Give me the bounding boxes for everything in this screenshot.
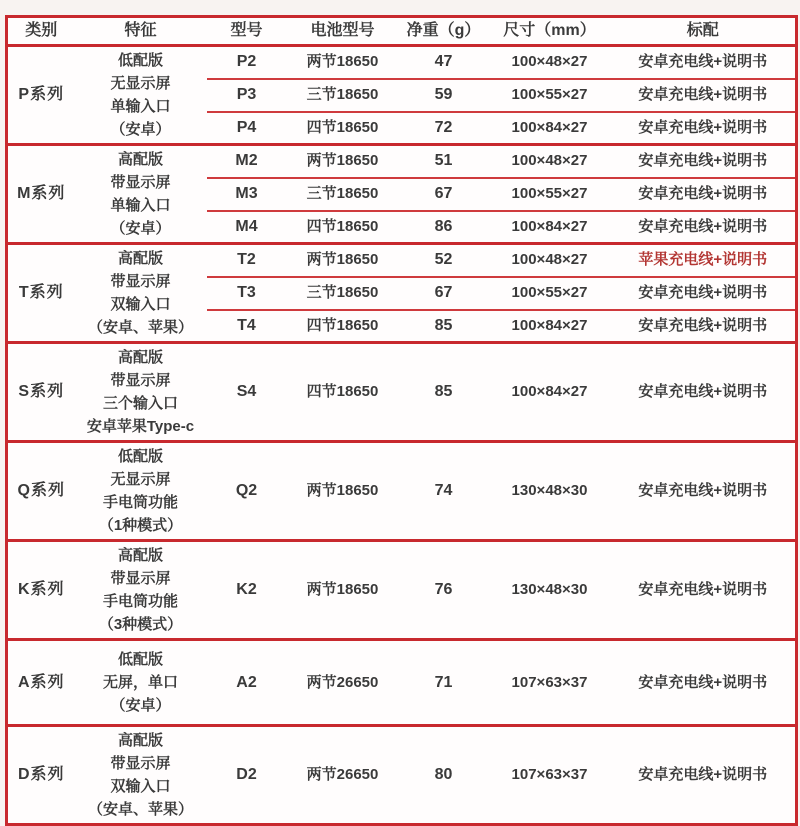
cell-size: 130×48×30 xyxy=(511,482,588,499)
cell-accessory: 安卓充电线+说明书 xyxy=(638,383,768,400)
cell-size: 107×63×37 xyxy=(511,766,588,783)
column-header-accessory: 标配 xyxy=(686,22,719,39)
cell-features xyxy=(75,726,207,825)
cell-battery: 四节18650 xyxy=(306,383,379,400)
cell-size: 100×55×27 xyxy=(489,178,611,211)
series-group-6 xyxy=(7,640,797,726)
cell-model: T4 xyxy=(207,310,287,343)
cell-model: M3 xyxy=(207,178,287,211)
cell-size: 100×55×27 xyxy=(489,277,611,310)
feature-line: 双输入口 xyxy=(110,296,171,313)
feature-line: 带显示屏 xyxy=(110,570,171,587)
cell-category: P系列 xyxy=(18,86,65,103)
cell-weight: 80 xyxy=(434,766,453,783)
cell-category: S系列 xyxy=(18,383,65,400)
feature-line: 无显示屏 xyxy=(110,471,171,488)
cell-accessory: 安卓充电线+说明书 xyxy=(611,178,797,211)
cell-model: P3 xyxy=(207,79,287,112)
feature-line: 无显示屏 xyxy=(110,75,171,92)
product-spec-table xyxy=(5,15,798,826)
cell-model: M4 xyxy=(207,211,287,244)
cell-size: 107×63×37 xyxy=(511,673,588,691)
cell-accessory: 苹果充电线+说明书 xyxy=(638,251,768,269)
feature-line: （安卓、苹果） xyxy=(87,319,193,336)
feature-line: （安卓） xyxy=(110,697,171,714)
cell-size: 100×84×27 xyxy=(489,310,611,343)
cell-model: D2 xyxy=(236,766,257,783)
series-group-3 xyxy=(7,343,797,442)
cell-category: Q系列 xyxy=(17,482,65,499)
cell-model: P4 xyxy=(207,112,287,145)
cell-battery: 四节18650 xyxy=(287,112,399,145)
cell-battery: 两节18650 xyxy=(306,482,379,499)
feature-line: 手电筒功能 xyxy=(102,593,178,610)
cell-battery: 三节18650 xyxy=(287,178,399,211)
cell-battery: 四节18650 xyxy=(287,211,399,244)
cell-weight: 72 xyxy=(399,112,489,145)
cell-battery: 两节18650 xyxy=(306,251,379,269)
feature-line: 高配版 xyxy=(117,250,163,267)
series-group-0 xyxy=(7,46,797,145)
cell-accessory: 安卓充电线+说明书 xyxy=(638,766,768,783)
cell-accessory: 安卓充电线+说明书 xyxy=(638,53,768,71)
cell-accessory: 安卓充电线+说明书 xyxy=(611,79,797,112)
cell-battery: 两节26650 xyxy=(306,766,379,783)
feature-line: 带显示屏 xyxy=(110,372,171,389)
cell-features xyxy=(75,145,207,244)
cell-model: M2 xyxy=(235,152,258,170)
feature-line: （安卓） xyxy=(110,121,171,138)
feature-line: 手电筒功能 xyxy=(102,494,178,511)
feature-line: 高配版 xyxy=(117,349,163,366)
column-header-weight: 净重（g） xyxy=(406,22,481,39)
cell-weight: 59 xyxy=(399,79,489,112)
column-header-category: 类别 xyxy=(25,22,58,39)
column-header-features: 特征 xyxy=(124,22,157,39)
cell-category: A系列 xyxy=(17,673,65,691)
cell-weight: 52 xyxy=(434,251,453,269)
feature-line: 高配版 xyxy=(117,547,163,564)
series-group-2 xyxy=(7,244,797,343)
cell-size: 100×55×27 xyxy=(489,79,611,112)
cell-category: D系列 xyxy=(17,766,65,783)
cell-battery: 两节18650 xyxy=(306,53,379,71)
cell-size: 100×48×27 xyxy=(511,152,588,170)
cell-model: Q2 xyxy=(235,482,258,499)
cell-weight: 67 xyxy=(399,277,489,310)
cell-accessory: 安卓充电线+说明书 xyxy=(611,112,797,145)
cell-accessory: 安卓充电线+说明书 xyxy=(611,277,797,310)
feature-line: （安卓、苹果） xyxy=(87,801,193,818)
cell-model: T2 xyxy=(237,251,256,269)
feature-line: 无屏，单口 xyxy=(102,674,178,691)
cell-features xyxy=(75,442,207,541)
feature-line: 低配版 xyxy=(117,448,163,465)
cell-model: T3 xyxy=(207,277,287,310)
feature-line: 带显示屏 xyxy=(110,755,171,772)
cell-features xyxy=(75,244,207,343)
table-header xyxy=(7,17,797,46)
cell-features xyxy=(75,640,207,726)
cell-battery: 三节18650 xyxy=(287,277,399,310)
cell-accessory: 安卓充电线+说明书 xyxy=(638,673,768,691)
feature-line: （3种模式） xyxy=(98,616,183,633)
feature-line: 低配版 xyxy=(117,52,163,69)
table-row xyxy=(7,726,797,825)
feature-line: （安卓） xyxy=(110,220,171,237)
cell-battery: 三节18650 xyxy=(287,79,399,112)
table-row xyxy=(7,541,797,640)
cell-battery: 四节18650 xyxy=(287,310,399,343)
cell-weight: 76 xyxy=(434,581,453,598)
cell-size: 100×84×27 xyxy=(489,211,611,244)
cell-model: K2 xyxy=(236,581,257,598)
cell-weight: 74 xyxy=(434,482,453,499)
cell-features xyxy=(75,46,207,145)
cell-battery: 两节18650 xyxy=(306,581,379,598)
cell-accessory: 安卓充电线+说明书 xyxy=(638,152,768,170)
cell-weight: 51 xyxy=(434,152,453,170)
feature-line: （1种模式） xyxy=(98,517,183,534)
cell-size: 100×48×27 xyxy=(511,53,588,71)
cell-category: K系列 xyxy=(17,581,65,598)
series-group-1 xyxy=(7,145,797,244)
cell-weight: 85 xyxy=(399,310,489,343)
feature-line: 单输入口 xyxy=(110,98,171,115)
cell-weight: 85 xyxy=(434,383,453,400)
cell-model: P2 xyxy=(236,53,257,71)
series-group-4 xyxy=(7,442,797,541)
feature-line: 双输入口 xyxy=(110,778,171,795)
cell-battery: 两节26650 xyxy=(306,673,379,691)
cell-model: S4 xyxy=(236,383,257,400)
cell-model: A2 xyxy=(236,673,257,691)
feature-line: 三个输入口 xyxy=(102,395,178,412)
cell-size: 130×48×30 xyxy=(511,581,588,598)
column-header-model: 型号 xyxy=(230,22,263,39)
cell-features xyxy=(75,343,207,442)
column-header-battery: 电池型号 xyxy=(310,22,375,39)
header-row xyxy=(7,17,797,46)
cell-size: 100×84×27 xyxy=(511,383,588,400)
cell-accessory: 安卓充电线+说明书 xyxy=(638,581,768,598)
cell-accessory: 安卓充电线+说明书 xyxy=(611,310,797,343)
feature-line: 高配版 xyxy=(117,151,163,168)
feature-line: 带显示屏 xyxy=(110,174,171,191)
table-row xyxy=(7,640,797,726)
feature-line: 安卓苹果Type-c xyxy=(86,418,195,435)
table-row xyxy=(7,244,797,277)
cell-weight: 67 xyxy=(399,178,489,211)
feature-line: 高配版 xyxy=(117,732,163,749)
cell-size: 100×84×27 xyxy=(489,112,611,145)
cell-accessory: 安卓充电线+说明书 xyxy=(638,482,768,499)
table-row xyxy=(7,46,797,79)
cell-category: M系列 xyxy=(17,185,66,202)
cell-features xyxy=(75,541,207,640)
series-group-7 xyxy=(7,726,797,825)
cell-accessory: 安卓充电线+说明书 xyxy=(611,211,797,244)
feature-line: 单输入口 xyxy=(110,197,171,214)
feature-line: 低配版 xyxy=(117,651,163,668)
table-row xyxy=(7,343,797,442)
cell-category: T系列 xyxy=(18,284,64,301)
cell-weight: 86 xyxy=(399,211,489,244)
feature-line: 带显示屏 xyxy=(110,273,171,290)
column-header-size: 尺寸（mm） xyxy=(503,22,596,39)
cell-battery: 两节18650 xyxy=(306,152,379,170)
cell-weight: 71 xyxy=(434,673,453,691)
series-group-5 xyxy=(7,541,797,640)
cell-weight: 47 xyxy=(434,53,453,71)
table-row xyxy=(7,442,797,541)
table-row xyxy=(7,145,797,178)
cell-size: 100×48×27 xyxy=(511,251,588,269)
